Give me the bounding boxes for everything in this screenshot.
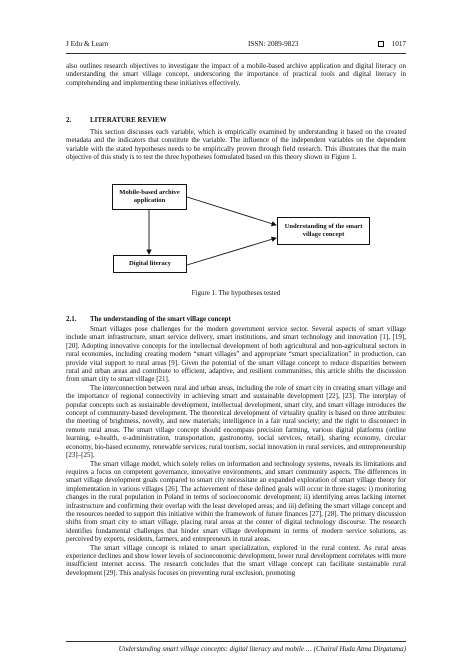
arrow-archive-to-understanding (187, 197, 276, 225)
subsection-title: The understanding of the smart village concept (90, 315, 231, 323)
checkbox-square-icon (378, 41, 384, 47)
running-footer: Understanding smart village concepts: digital literacy and mobile … (Chairul Huda Atma Dirgatama) (118, 645, 406, 653)
box-digital-literacy: Digital literacy (113, 255, 187, 273)
box-understanding-concept: Understanding of the smart village concept (277, 217, 370, 245)
paragraph-3: The smart village model, which solely relies on information and technology systems, reveals its limitations and requires a focus on competent governance, innovative environments, and smart community aspects. The differences in smart village development goals compared to smart city necessitate an expanded exploration of smart village theory for implementation in various villages [26]. The achievement of these defined goals will occur in three stages: i) monitoring changes in the rural population in Poland in terms of socioeconomic development; ii) identifying areas lacking internet infrastructure and confirming their overlap with the least developed areas; and iii) defining the smart village concept and the resources needed to support this initiative within the framework of future finances [27], [28]. The primary discussion shifts from smart city to smart village, placing rural areas at the center of digital technology discourse. The research identifies fundamental challenges that hinder smart village development in terms of modern service solutions, as perceived by experts, residents, farmers, and entrepreneurs in rural areas. (66, 459, 406, 544)
issn: ISSN: 2089-9823 (248, 40, 299, 48)
subsection-number: 2.1. (66, 315, 77, 323)
section-heading (66, 116, 167, 124)
literature-review-paragraph (66, 128, 406, 162)
arrow-literacy-to-understanding (187, 238, 276, 265)
box-archive-application: Mobile-based archive application (112, 184, 187, 210)
paragraph-1: Smart villages pose challenges for the modern government service sector. Several aspects of smart village include smart infrastructure, smart service delivery, smart institutions, and smart technology and innovation [1], [19], [20]. Adopting innovative concepts for the intellectual development of both agricultural and non-agricultural sectors in rural economies, including creating modern “smart villages” and appropriate “smart specialization” in production, can provide vital support to rural areas [9]. Given the potential of the smart village concept to reduce disparities between rural and urban areas and contribute to efficient, adaptive, and resilient communities, this article shifts the discussion from smart city to smart village [21]. (66, 325, 406, 384)
subsection-body (66, 325, 406, 577)
intro-paragraph (66, 62, 406, 87)
header-rule (66, 53, 406, 54)
paragraph-4: The smart village concept is related to smart specialization, explored in the rural context. As rural areas experience declines and show lower levels of socioeconomic development, lower rural development correlates with more insufficient internet access. The research concludes that the smart village concept can facilitate sustainable rural development [29]. This analysis focuses on preventing rural exclusion, promoting (66, 543, 406, 577)
running-header (66, 40, 406, 52)
paragraph-text: also outlines research objectives to investigate the impact of a mobile-based archive application and digital literacy on understanding the smart village concept, underscoring the importance of practical tools and digital literacy in comprehending and implementing these initiatives effectively. (66, 62, 406, 87)
subsection-heading (66, 315, 231, 323)
paragraph-2: The interconnection between rural and urban areas, including the role of smart city in creating smart village and the importance of regional connectivity in achieving smart and sustainable development [22], [23]. The interplay of popular concepts such as sustainable development, intellectual development, smart city, and smart village introduces the concept of community-based development. The theoretical development of virtuality quality is based on three attributes: the meeting of brightness, novelty, and new materials; intelligence in a fair rural society; and the right to disconnect in remote rural areas. The smart village concept should encompass precision farming, various digital platforms (online learning, e-health, e-administration, transportation, gastronomy, social services, retail), sharing economy, circular economy, bio-based economy, renewable services, rural tourism, social innovation in rural services, and entrepreneurship [23]–[25]. (66, 383, 406, 460)
footer-rule (66, 641, 406, 642)
page-number-block (378, 40, 406, 48)
hypotheses-figure (105, 180, 370, 274)
page-number: 1017 (391, 40, 406, 48)
figure-caption: Figure 1. The hypotheses tested (191, 289, 281, 297)
section-number: 2. (66, 116, 72, 124)
journal-name: J Edu & Learn (66, 40, 109, 48)
section-title: LITERATURE REVIEW (90, 116, 167, 124)
paragraph-text: This section discusses each variable, which is empirically examined by understanding it based on the created metadata and the indicators that constitute the variable. The influence of the independent variables on the dependent variable with the stated hypotheses needs to be empirically proven through field research. This illustrates that the main objective of this study is to test the three hypotheses formulated based on this theory shown in Figure 1. (66, 128, 406, 162)
